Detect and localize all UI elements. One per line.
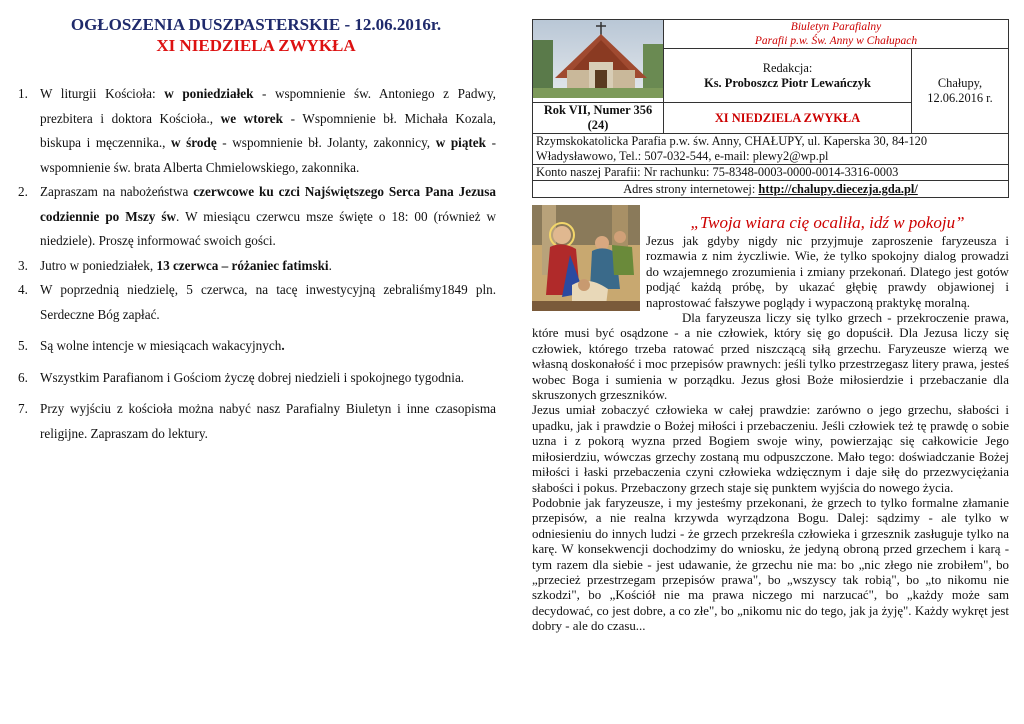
announcement-number: 4. [18,282,28,297]
announcement-text: - Wspomnienie bł. Michała Kozala, biskupa i męczennika., [40,110,496,150]
website-label: Adres strony internetowej: [623,182,759,196]
announcement-item [16,334,496,359]
announcement-text: - wspomnienie św. brata Alberta Chmielowskiego, zakonnika. [40,135,496,175]
announcement-text: Wszystkim Parafianom i Gościom życzę dobrej niedzieli i spokojnego tygodnia. [40,369,465,385]
announcement-text: W liturgii Kościoła: [40,86,165,101]
parish-address: Rzymskokatolicka Parafia p.w. św. Anny, CHAŁUPY, ul. Kaperska 30, 84-120 Władysławowo, Tel.: 507-032-544, e-mail: plewy2@wp.pl [533,134,1009,165]
announcement-item [16,180,496,254]
place-date: Chałupy, 12.06.2016 r. [912,49,1009,134]
issue-number: Rok VII, Numer 356 (24) [533,103,664,134]
announcement-item [16,278,496,327]
bulletin-header [532,19,1009,198]
website-row [533,181,1009,198]
church-image [533,20,663,98]
bulletin-name [664,20,1009,49]
article-paragraph-2: Dla faryzeusza liczy się tylko grzech - przekroczenie prawa, które musi być osądzone - a nie człowiek, który się go dopuścił. Dla Jezusa liczy się człowiek, którego trzeba ratować przed niszczącą siłą grzechu. Faryzeusze wierzą we własną doskonałość i moc przepisów prawnych: jeśli tylko przestrzegasz litery prawa, jesteś wobec Boga i sumienia w porządku. Jezus głosi Boże miłosierdzie i przebaczanie dla skruszonych grzeszników. [532,311,1009,403]
announcements-list [16,82,496,446]
announcement-emphasis: we wtorek [220,110,283,126]
announcement-item [16,82,496,180]
header-table [532,19,1009,198]
announcement-text: . [328,257,332,273]
announcement-text: - wspomnienie bł. Jolanty, zakonnicy, [216,135,436,150]
announcement-emphasis: w piątek [435,135,486,150]
website-link[interactable]: http://chalupy.diecezja.gda.pl/ [758,182,918,196]
article [532,205,1009,635]
announcement-text: Przy wyjściu z kościoła można nabyć nasz Parafialny Biuletyn i inne czasopisma religijne. Zapraszam do lektury. [40,401,496,441]
editor-name: Ks. Proboszcz Piotr Lewańczyk [704,75,871,90]
bulletin-parish: Parafii p.w. Św. Anny w Chałupach [754,35,918,47]
announcement-number: 2. [18,184,28,199]
bank-account: Konto naszej Parafii: Nr rachunku: 75-8348-0003-0000-0014-3316-0003 [533,165,1009,181]
editor-label: Redakcja: [762,60,813,75]
announcement-item [16,254,496,279]
announcement-text: Jutro w poniedziałek, [40,257,157,273]
jesus-painting [532,205,640,311]
announcement-text: . W miesiącu czerwcu msze święte o 18: 00 (również w niedziele). Proszę informować swoich gości. [40,208,496,248]
announcement-emphasis: . [281,338,285,353]
announcement-emphasis: w poniedziałek [164,86,254,101]
announcement-text: - wspomnienie św. Antoniego z Padwy, prezbitera i doktora Kościoła., [40,86,496,126]
sunday-title: XI NIEDZIELA ZWYKŁA [156,36,356,55]
article-title: „Twoja wiara cię ocaliła, idź w pokoju” [690,213,965,232]
announcement-text: W poprzednią niedzielę, 5 czerwca, na tacę inwestycyjną zebraliśmy1849 pln. Serdeczne Bóg zapłać. [40,282,496,322]
announcement-text: Zapraszam na nabożeństwa [40,184,194,199]
announcement-item [16,397,496,446]
announcements-column [16,14,496,446]
announcement-emphasis: czerwcowe ku czci Najświętszego Serca Pana Jezusa codziennie po Mszy św [40,184,496,224]
header-sunday: XI NIEDZIELA ZWYKŁA [664,103,912,134]
announcement-number: 3. [18,257,28,273]
article-paragraph-1: Jezus jak gdyby nigdy nic przyjmuje zaproszenie faryzeusza i rozmawia z nim życzliwie. Wie, że tylko spokojny dialog prowadzi do wzajemnego zrozumienia i zmiany przekonań. Dlatego jest gotów podjąć każdą próbę, by ukazać głębię prawdy objawionej i naprostować fałszywe poglądy i wypaczoną praktykę moralną. [646,234,1009,310]
announcement-number: 6. [18,369,28,385]
announcement-emphasis: 13 czerwca – różaniec fatimski [156,257,329,273]
announcement-emphasis: w środę [171,135,217,150]
article-paragraph-4: Podobnie jak faryzeusze, i my jesteśmy przekonani, że grzech to tylko formalne złamanie przepisów, a nie realna krzywda wyrządzona Bogu. Dalej: sądzimy - ale tylko w odniesieniu do innych ludzi - że grzech przekreśla człowieka i grzesznik zasługuje tylko na karę. W konsekwencji dochodzimy do wniosku, że jedyną obroną przed grzechem i karą - tym razem dla siebie - jest udawanie, że grzechu nie ma: bo „nic złego nie zrobiłem", bo „przecież przestrzegam przepisów prawa", bo „wszyscy tak robią", bo „to nikomu nie szkodzi", bo „Kościół nie ma prawa niczego mi narzucać", bo „każdy może sam decydować, co jest dobre, a co złe", bo „nikomu nic do tego, jak ja żyję". Każdy wykręt jest dobry - ale do czasu... [532,495,1009,634]
church-photo [533,20,664,103]
announcement-number: 1. [18,86,28,101]
announcement-number: 5. [18,338,28,353]
editor-cell [664,49,912,103]
bulletin-title: Biuletyn Parafialny [790,21,882,33]
announcement-text: Są wolne intencje w miesiącach wakacyjnych [40,338,282,353]
article-paragraph-3: Jezus umiał zobaczyć człowieka w całej prawdzie: zarówno o jego grzechu, słabości i upadku, jak i prawdzie o Bożej miłości i przebaczeniu. Jeśli człowiek też tę prawdę o sobie uzna i z pokorą wyzna przed Bogiem swoje winy, powierzając się całkowicie Jego miłosierdziu, wówczas grzechy zostaną mu odpuszczone. Mało tego: doświadczanie Bożej miłości i łaski przebaczenia czyni człowieka wdzięcznym i daje siłę do przezwyciężania słabości i pokus. Przebaczony grzech staje się punktem wyjścia do nowego życia. [532,403,1009,495]
announcement-item [16,366,496,391]
announcement-number: 7. [18,401,28,416]
announcements-title: OGŁOSZENIA DUSZPASTERSKIE - 12.06.2016r. [70,15,442,34]
